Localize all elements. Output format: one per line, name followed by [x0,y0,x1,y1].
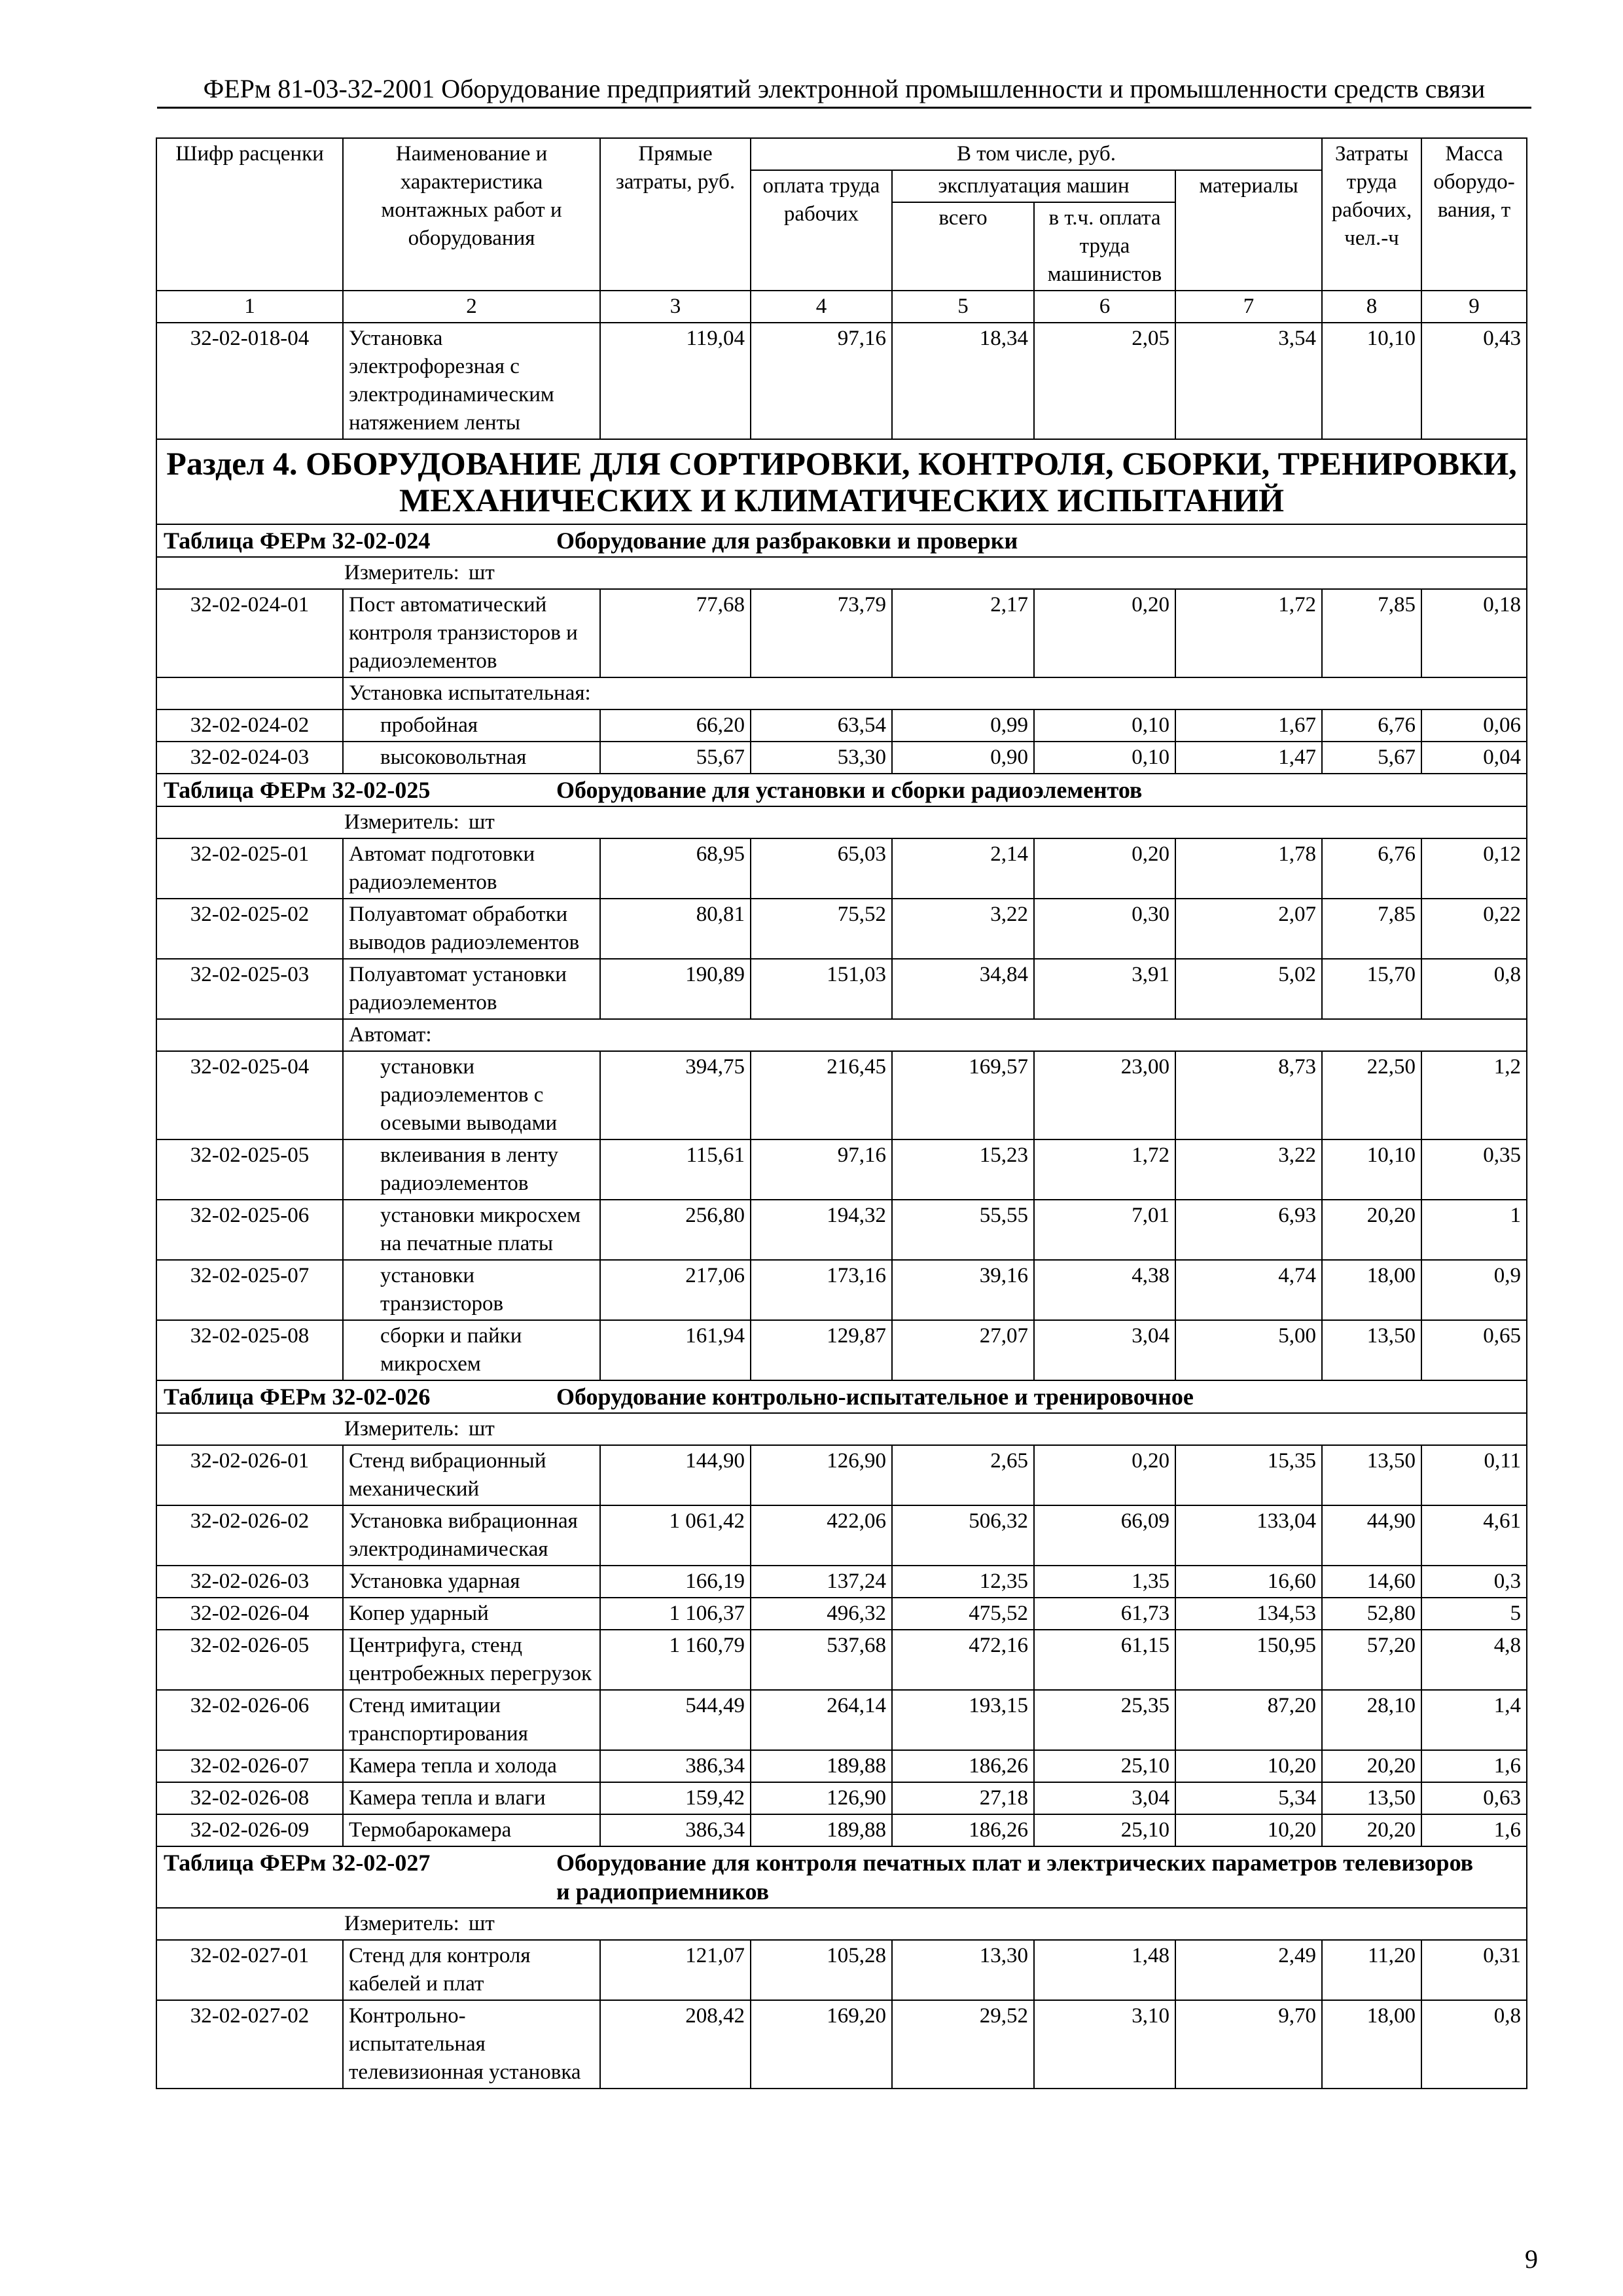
value-cell: 1 061,42 [600,1505,751,1566]
meter-label: Измеритель: [344,1912,459,1935]
name-cell: высоковольтная [343,742,600,774]
value-cell: 3,22 [892,899,1034,959]
value-cell: 134,53 [1175,1598,1322,1630]
name-cell: сборки и пайки микросхем [343,1320,600,1380]
value-cell: 6,76 [1322,709,1421,742]
value-cell: 97,16 [751,1139,892,1200]
value-cell: 25,35 [1034,1690,1175,1750]
value-cell: 105,28 [751,1940,892,2000]
code-cell [156,1019,343,1051]
value-cell: 20,20 [1322,1750,1421,1782]
value-cell: 472,16 [892,1630,1034,1690]
code-cell: 32-02-026-07 [156,1750,343,1782]
header-rule [157,107,1531,109]
code-cell: 32-02-025-08 [156,1320,343,1380]
meter-unit: шт [469,1912,495,1935]
name-cell: Полуавтомат обработки выводов радиоэлементов [343,899,600,959]
value-cell: 68,95 [600,838,751,899]
value-cell: 169,20 [751,2000,892,2089]
value-cell: 496,32 [751,1598,892,1630]
value-cell: 0,8 [1421,959,1527,1019]
value-cell: 23,00 [1034,1051,1175,1139]
table-code: Таблица ФЕРм 32-02-027 [164,1850,431,1876]
value-cell: 0,18 [1421,589,1527,677]
col-labor-pay-header: оплата труда рабочих [751,170,892,291]
table-row [156,1566,1527,1598]
value-cell: 25,10 [1034,1814,1175,1846]
value-cell: 1,48 [1034,1940,1175,2000]
value-cell: 63,54 [751,709,892,742]
value-cell: 7,01 [1034,1200,1175,1260]
table-title: Оборудование для контроля печатных плат и электрических параметров телевизоров и радиоприемников [556,1850,1474,1905]
col-number: 5 [892,291,1034,323]
table-row [156,959,1527,1019]
col-machines-header: эксплуатация машин [892,170,1175,202]
value-cell: 28,10 [1322,1690,1421,1750]
value-cell: 0,63 [1421,1782,1527,1814]
col-direct-header: Прямые затраты, руб. [600,138,751,291]
value-cell: 0,20 [1034,838,1175,899]
code-cell: 32-02-024-01 [156,589,343,677]
code-cell: 32-02-026-04 [156,1598,343,1630]
value-cell: 0,9 [1421,1260,1527,1320]
table-title: Оборудование для установки и сборки радиоэлементов [556,777,1143,803]
value-cell: 0,8 [1421,2000,1527,2089]
name-cell: Установка электрофорезная с электродинамическим натяжением ленты [343,323,600,439]
value-cell: 186,26 [892,1814,1034,1846]
table-row [156,1445,1527,1505]
value-cell: 65,03 [751,838,892,899]
col-labor-hours-header: Затраты труда рабочих, чел.-ч [1322,138,1421,291]
value-cell: 14,60 [1322,1566,1421,1598]
value-cell: 0,43 [1421,323,1527,439]
value-cell: 15,35 [1175,1445,1322,1505]
value-cell: 159,42 [600,1782,751,1814]
table-row [156,1598,1527,1630]
value-cell: 1 160,79 [600,1630,751,1690]
value-cell: 34,84 [892,959,1034,1019]
section-title: Раздел 4. ОБОРУДОВАНИЕ ДЛЯ СОРТИРОВКИ, КОНТРОЛЯ, СБОРКИ, ТРЕНИРОВКИ, МЕХАНИЧЕСКИХ И КЛИМАТИЧЕСКИХ ИСПЫТАНИЙ [156,439,1527,524]
code-cell: 32-02-026-09 [156,1814,343,1846]
value-cell: 18,34 [892,323,1034,439]
code-cell: 32-02-026-02 [156,1505,343,1566]
value-cell: 2,17 [892,589,1034,677]
table-row [156,1200,1527,1260]
value-cell: 121,07 [600,1940,751,2000]
value-cell: 161,94 [600,1320,751,1380]
value-cell: 193,15 [892,1690,1034,1750]
value-cell: 3,22 [1175,1139,1322,1200]
value-cell: 1,78 [1175,838,1322,899]
value-cell: 4,61 [1421,1505,1527,1566]
value-cell: 2,65 [892,1445,1034,1505]
value-cell: 52,80 [1322,1598,1421,1630]
value-cell: 13,50 [1322,1320,1421,1380]
table-row [156,709,1527,742]
value-cell: 55,67 [600,742,751,774]
value-cell: 264,14 [751,1690,892,1750]
code-cell: 32-02-025-03 [156,959,343,1019]
meter-unit: шт [469,810,495,834]
table-row [156,323,1527,439]
value-cell: 119,04 [600,323,751,439]
value-cell: 44,90 [1322,1505,1421,1566]
table-title-024 [156,524,1527,557]
col-name-header: Наименование и характеристика монтажных работ и оборудования [343,138,600,291]
code-cell: 32-02-025-06 [156,1200,343,1260]
value-cell: 186,26 [892,1750,1034,1782]
code-cell: 32-02-025-04 [156,1051,343,1139]
col-number: 4 [751,291,892,323]
col-number: 9 [1421,291,1527,323]
table-row [156,1940,1527,2000]
value-cell: 0,35 [1421,1139,1527,1200]
table-row [156,589,1527,677]
value-cell: 386,34 [600,1750,751,1782]
value-cell: 208,42 [600,2000,751,2089]
value-cell: 80,81 [600,899,751,959]
value-cell: 144,90 [600,1445,751,1505]
code-cell: 32-02-025-05 [156,1139,343,1200]
value-cell: 133,04 [1175,1505,1322,1566]
value-cell: 0,20 [1034,589,1175,677]
name-cell: установки микросхем на печатные платы [343,1200,600,1260]
value-cell: 3,04 [1034,1320,1175,1380]
value-cell: 1,35 [1034,1566,1175,1598]
group-label: Автомат: [343,1019,1527,1051]
value-cell: 9,70 [1175,2000,1322,2089]
meter-label: Измеритель: [344,561,459,584]
value-cell: 15,70 [1322,959,1421,1019]
value-cell: 61,73 [1034,1598,1175,1630]
table-body [156,323,1527,2089]
code-cell: 32-02-025-01 [156,838,343,899]
value-cell: 2,07 [1175,899,1322,959]
col-number: 3 [600,291,751,323]
table-row [156,1320,1527,1380]
value-cell: 11,20 [1322,1940,1421,2000]
name-cell: Стенд имитации транспортирования [343,1690,600,1750]
value-cell: 27,07 [892,1320,1034,1380]
value-cell: 6,93 [1175,1200,1322,1260]
value-cell: 13,50 [1322,1445,1421,1505]
col-number: 1 [156,291,343,323]
value-cell: 7,85 [1322,899,1421,959]
value-cell: 10,20 [1175,1750,1322,1782]
value-cell: 20,20 [1322,1814,1421,1846]
meter-label: Измеритель: [344,1417,459,1441]
value-cell: 3,10 [1034,2000,1175,2089]
value-cell: 129,87 [751,1320,892,1380]
value-cell: 66,09 [1034,1505,1175,1566]
code-cell: 32-02-027-02 [156,2000,343,2089]
col-code-header: Шифр расценки [156,138,343,291]
page-number: 9 [1525,2244,1538,2274]
group-label: Установка испытательная: [343,677,1527,709]
col-number: 6 [1034,291,1175,323]
value-cell: 0,22 [1421,899,1527,959]
value-cell: 190,89 [600,959,751,1019]
table-row [156,899,1527,959]
table-row [156,1690,1527,1750]
value-cell: 0,11 [1421,1445,1527,1505]
value-cell: 2,05 [1034,323,1175,439]
value-cell: 18,00 [1322,1260,1421,1320]
value-cell: 5,00 [1175,1320,1322,1380]
value-cell: 217,06 [600,1260,751,1320]
name-cell: Стенд для контроля кабелей и плат [343,1940,600,2000]
value-cell: 4,8 [1421,1630,1527,1690]
value-cell: 126,90 [751,1445,892,1505]
table-row [156,1630,1527,1690]
meter-row [156,806,1527,838]
value-cell: 12,35 [892,1566,1034,1598]
value-cell: 0,65 [1421,1320,1527,1380]
code-cell: 32-02-024-03 [156,742,343,774]
value-cell: 3,04 [1034,1782,1175,1814]
value-cell: 2,49 [1175,1940,1322,2000]
name-cell: Установка ударная [343,1566,600,1598]
code-cell: 32-02-024-02 [156,709,343,742]
value-cell: 1,4 [1421,1690,1527,1750]
name-cell: Установка вибрационная электродинамическая [343,1505,600,1566]
value-cell: 1,47 [1175,742,1322,774]
name-cell: Полуавтомат установки радиоэлементов [343,959,600,1019]
table-row [156,1782,1527,1814]
value-cell: 1,2 [1421,1051,1527,1139]
value-cell: 173,16 [751,1260,892,1320]
name-cell: Термобарокамера [343,1814,600,1846]
value-cell: 0,90 [892,742,1034,774]
value-cell: 0,12 [1421,838,1527,899]
value-cell: 5,34 [1175,1782,1322,1814]
name-cell: Автомат подготовки радиоэлементов [343,838,600,899]
value-cell: 39,16 [892,1260,1034,1320]
value-cell: 537,68 [751,1630,892,1690]
col-number: 8 [1322,291,1421,323]
value-cell: 75,52 [751,899,892,959]
value-cell: 0,99 [892,709,1034,742]
value-cell: 10,10 [1322,1139,1421,1200]
col-machines-total-header: всего [892,202,1034,291]
value-cell: 10,10 [1322,323,1421,439]
value-cell: 1,67 [1175,709,1322,742]
value-cell: 97,16 [751,323,892,439]
value-cell: 0,06 [1421,709,1527,742]
value-cell: 3,91 [1034,959,1175,1019]
value-cell: 475,52 [892,1598,1034,1630]
value-cell: 0,10 [1034,709,1175,742]
col-mass-header: Масса оборудо-вания, т [1421,138,1527,291]
price-table [156,137,1527,2089]
value-cell: 15,23 [892,1139,1034,1200]
table-row [156,2000,1527,2089]
value-cell: 0,31 [1421,1940,1527,2000]
value-cell: 506,32 [892,1505,1034,1566]
value-cell: 5,67 [1322,742,1421,774]
value-cell: 0,20 [1034,1445,1175,1505]
table-row [156,1260,1527,1320]
value-cell: 1,72 [1034,1139,1175,1200]
code-cell: 32-02-018-04 [156,323,343,439]
value-cell: 57,20 [1322,1630,1421,1690]
value-cell: 66,20 [600,709,751,742]
table-row [156,1750,1527,1782]
table-title: Оборудование для разбраковки и проверки [556,528,1018,554]
code-cell: 32-02-025-02 [156,899,343,959]
code-cell: 32-02-026-08 [156,1782,343,1814]
value-cell: 189,88 [751,1814,892,1846]
code-cell: 32-02-026-03 [156,1566,343,1598]
value-cell: 169,57 [892,1051,1034,1139]
value-cell: 166,19 [600,1566,751,1598]
value-cell: 16,60 [1175,1566,1322,1598]
value-cell: 0,10 [1034,742,1175,774]
table-header [156,138,1527,323]
value-cell: 22,50 [1322,1051,1421,1139]
name-cell: установки транзисторов [343,1260,600,1320]
name-cell: пробойная [343,709,600,742]
code-cell: 32-02-026-01 [156,1445,343,1505]
value-cell: 4,74 [1175,1260,1322,1320]
value-cell: 150,95 [1175,1630,1322,1690]
code-cell: 32-02-027-01 [156,1940,343,2000]
value-cell: 422,06 [751,1505,892,1566]
value-cell: 0,30 [1034,899,1175,959]
name-cell: Пост автоматический контроля транзисторов и радиоэлементов [343,589,600,677]
code-cell: 32-02-026-05 [156,1630,343,1690]
value-cell: 544,49 [600,1690,751,1750]
table-title-027 [156,1846,1527,1908]
table-code: Таблица ФЕРм 32-02-024 [164,528,431,554]
table-row [156,1051,1527,1139]
col-incl-header: В том числе, руб. [751,138,1322,170]
table-row [156,742,1527,774]
running-header: ФЕРм 81-03-32-2001 Оборудование предприятий электронной промышленности и промышленности средств связи [203,74,1486,103]
value-cell: 386,34 [600,1814,751,1846]
value-cell: 137,24 [751,1566,892,1598]
code-cell: 32-02-025-07 [156,1260,343,1320]
value-cell: 1 [1421,1200,1527,1260]
value-cell: 216,45 [751,1051,892,1139]
column-numbers-row [156,291,1527,323]
table-row [156,1814,1527,1846]
name-cell: установки радиоэлементов с осевыми выводами [343,1051,600,1139]
value-cell: 115,61 [600,1139,751,1200]
col-number: 7 [1175,291,1322,323]
col-machinist-pay-header: в т.ч. оплата труда машинистов [1034,202,1175,291]
name-cell: Камера тепла и холода [343,1750,600,1782]
value-cell: 151,03 [751,959,892,1019]
table-code: Таблица ФЕРм 32-02-026 [164,1384,431,1410]
value-cell: 77,68 [600,589,751,677]
table-title-025 [156,774,1527,806]
value-cell: 1,72 [1175,589,1322,677]
value-cell: 27,18 [892,1782,1034,1814]
meter-row [156,557,1527,589]
meter-unit: шт [469,561,495,584]
value-cell: 55,55 [892,1200,1034,1260]
value-cell: 1 106,37 [600,1598,751,1630]
value-cell: 29,52 [892,2000,1034,2089]
value-cell: 73,79 [751,589,892,677]
meter-row [156,1413,1527,1445]
table-title: Оборудование контрольно-испытательное и тренировочное [556,1384,1194,1410]
name-cell: вклеивания в ленту радиоэлементов [343,1139,600,1200]
meter-label: Измеритель: [344,810,459,834]
value-cell: 61,15 [1034,1630,1175,1690]
value-cell: 0,3 [1421,1566,1527,1598]
code-cell [156,677,343,709]
value-cell: 5,02 [1175,959,1322,1019]
value-cell: 5 [1421,1598,1527,1630]
name-cell: Копер ударный [343,1598,600,1630]
value-cell: 1,6 [1421,1750,1527,1782]
value-cell: 4,38 [1034,1260,1175,1320]
value-cell: 13,50 [1322,1782,1421,1814]
value-cell: 6,76 [1322,838,1421,899]
value-cell: 13,30 [892,1940,1034,2000]
table-title-026 [156,1380,1527,1413]
value-cell: 0,04 [1421,742,1527,774]
name-cell: Камера тепла и влаги [343,1782,600,1814]
col-materials-header: материалы [1175,170,1322,291]
meter-row [156,1908,1527,1940]
value-cell: 18,00 [1322,2000,1421,2089]
value-cell: 53,30 [751,742,892,774]
value-cell: 10,20 [1175,1814,1322,1846]
value-cell: 1,6 [1421,1814,1527,1846]
value-cell: 7,85 [1322,589,1421,677]
table-row [156,1139,1527,1200]
value-cell: 2,14 [892,838,1034,899]
value-cell: 25,10 [1034,1750,1175,1782]
value-cell: 394,75 [600,1051,751,1139]
code-cell: 32-02-026-06 [156,1690,343,1750]
table-code: Таблица ФЕРм 32-02-025 [164,777,431,803]
name-cell: Стенд вибрационный механический [343,1445,600,1505]
value-cell: 126,90 [751,1782,892,1814]
value-cell: 8,73 [1175,1051,1322,1139]
name-cell: Контрольно-испытательная телевизионная установка [343,2000,600,2089]
table-row [156,1505,1527,1566]
meter-unit: шт [469,1417,495,1441]
value-cell: 3,54 [1175,323,1322,439]
col-number: 2 [343,291,600,323]
value-cell: 87,20 [1175,1690,1322,1750]
value-cell: 20,20 [1322,1200,1421,1260]
value-cell: 189,88 [751,1750,892,1782]
value-cell: 256,80 [600,1200,751,1260]
name-cell: Центрифуга, стенд центробежных перегрузок [343,1630,600,1690]
table-row [156,838,1527,899]
value-cell: 194,32 [751,1200,892,1260]
